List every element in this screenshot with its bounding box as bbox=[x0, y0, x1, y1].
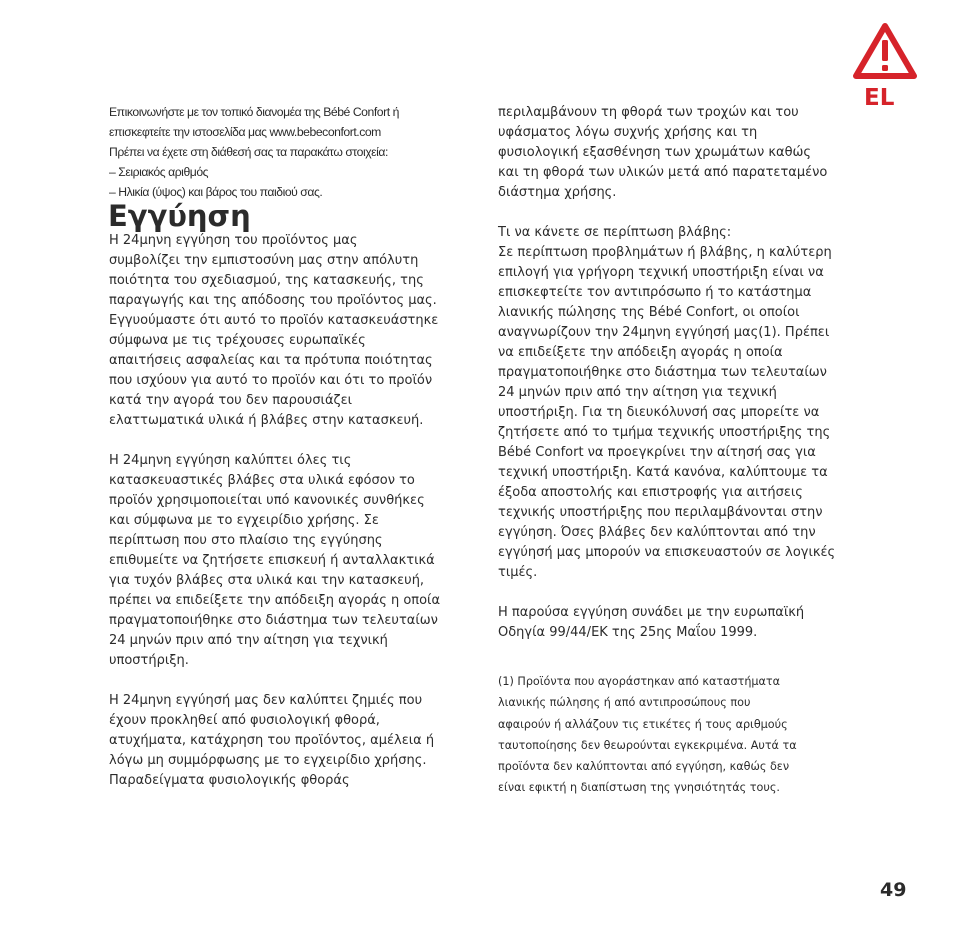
text-line: σύμφωνα με τις τρέχουσες ευρωπαϊκές bbox=[109, 333, 366, 348]
section-title: Εγγύηση bbox=[108, 199, 251, 233]
text-line: Bébé Confort να προεγκρίνει την αίτησή σας για bbox=[498, 445, 816, 460]
text-line: περιλαμβάνουν τη φθορά των τροχών και του bbox=[498, 105, 799, 120]
footnote-line: ταυτοποίησης δεν θεωρούνται εγκεκριμένα. Αυτά τα bbox=[498, 738, 797, 752]
text-line: πραγματοποιήθηκε στο διάστημα των τελευταίων bbox=[498, 365, 827, 380]
footnote-line: λιανικής πώλησης ή από αντιπροσώπους που bbox=[498, 696, 751, 710]
text-line: τεχνική υποστήριξη. Κατά κανόνα, καλύπτουμε τα bbox=[498, 465, 828, 480]
contact-info bbox=[109, 102, 469, 202]
text-line: 24 μηνών πριν από την αίτηση για τεχνική bbox=[109, 633, 388, 648]
text-line: Η παρούσα εγγύηση συνάδει με την ευρωπαϊκή bbox=[498, 605, 805, 620]
text-line: επισκεφτείτε τον αντιπρόσωπο ή το κατάστημα bbox=[498, 285, 812, 300]
text-line: λόγω μη συμμόρφωσης με το εγχειρίδιο χρήσης. bbox=[109, 753, 427, 768]
warning-triangle-icon bbox=[852, 22, 918, 82]
contact-line: – Ηλικία (ύψος) και βάρος του παιδιού σας. bbox=[109, 185, 323, 199]
text-line: τιμές. bbox=[498, 565, 538, 580]
text-line: προϊόν χρησιμοποιείται υπό κανονικές συνθήκες bbox=[109, 493, 425, 508]
text-line: κατά την αγορά του δεν παρουσιάζει bbox=[109, 393, 353, 408]
warranty-paragraph bbox=[498, 103, 858, 203]
warranty-paragraph bbox=[109, 691, 469, 791]
text-line: Εγγυούμαστε ότι αυτό το προϊόν κατασκευάστηκε bbox=[109, 313, 439, 328]
text-line: που ισχύουν για αυτό το προϊόν και ότι το προϊόν bbox=[109, 373, 433, 388]
text-line: αναγνωρίζουν την 24μηνη εγγύησή μας(1). Πρέπει bbox=[498, 325, 830, 340]
text-line: Η 24μηνη εγγύηση του προϊόντος μας bbox=[109, 233, 358, 248]
footnote-line: είναι εφικτή η διαπίστωση της γνησιότητάς τους. bbox=[498, 781, 780, 795]
text-line: ζητήσετε από το τμήμα τεχνικής υποστήριξης της bbox=[498, 425, 831, 440]
text-line: πρέπει να επιδείξετε την απόδειξη αγοράς η οποία bbox=[109, 593, 441, 608]
text-line: εγγύηση. Όσες βλάβες δεν καλύπτονται από την bbox=[498, 525, 816, 540]
text-line: απαιτήσεις ασφαλείας και τα πρότυπα ποιότητας bbox=[109, 353, 433, 368]
text-line: λιανικής πώλησης της Bébé Confort, οι οποίοι bbox=[498, 305, 800, 320]
text-line: υποστήριξη. bbox=[109, 653, 189, 668]
footnote-line: προϊόντα δεν καλύπτονται από εγγύηση, καθώς δεν bbox=[498, 760, 790, 774]
text-line: Η 24μηνη εγγύηση καλύπτει όλες τις bbox=[109, 453, 352, 468]
text-line: εγγύησή μας μπορούν να επισκευαστούν σε λογικές bbox=[498, 545, 836, 560]
text-line: ελαττωματικά υλικά ή βλάβες στην κατασκευή. bbox=[109, 413, 424, 428]
text-line: να επιδείξετε την απόδειξη αγοράς η οποία bbox=[498, 345, 783, 360]
paragraph-gap bbox=[498, 643, 858, 663]
text-line: κατασκευαστικές βλάβες στα υλικά εφόσον το bbox=[109, 473, 415, 488]
text-line: και τη φθορά των υλικών μετά από παρατεταμένο bbox=[498, 165, 828, 180]
text-line: ποιότητα του σχεδιασμού, της κατασκευής, της bbox=[109, 273, 424, 288]
text-line: πραγματοποιήθηκε στο διάστημα των τελευταίων bbox=[109, 613, 438, 628]
warranty-left-column bbox=[109, 231, 469, 791]
contact-line: επισκεφτείτε την ιστοσελίδα μας www.bebeconfort.com bbox=[109, 125, 381, 139]
text-line: περίπτωση που στο πλαίσιο της εγγύησης bbox=[109, 533, 383, 548]
text-line: φυσιολογική εξασθένηση των χρωμάτων καθώς bbox=[498, 145, 812, 160]
contact-line: Επικοινωνήστε με τον τοπικό διανομέα της Bébé Confort ή bbox=[109, 105, 399, 119]
warranty-right-column bbox=[498, 103, 858, 799]
language-label: EL bbox=[864, 85, 895, 111]
text-line: Η 24μηνη εγγύησή μας δεν καλύπτει ζημιές που bbox=[109, 693, 423, 708]
text-line: επιλογή για γρήγορη τεχνική υποστήριξη είναι να bbox=[498, 265, 824, 280]
footnote-line: (1) Προϊόντα που αγοράστηκαν από καταστήματα bbox=[498, 675, 781, 688]
footnote-line: αφαιρούν ή αλλάζουν τις ετικέτες ή τους αριθμούς bbox=[498, 717, 788, 731]
text-line: συμβολίζει την εμπιστοσύνη μας στην απόλυτη bbox=[109, 253, 419, 268]
text-line: Σε περίπτωση προβλημάτων ή βλάβης, η καλύτερη bbox=[498, 245, 832, 260]
paragraph-gap bbox=[498, 203, 858, 223]
contact-line: – Σειριακός αριθμός bbox=[109, 165, 209, 179]
text-line: Παραδείγματα φυσιολογικής φθοράς bbox=[109, 773, 350, 788]
text-line: ατυχήματα, κατάχρηση του προϊόντος, αμέλεια ή bbox=[109, 733, 435, 748]
warranty-paragraph bbox=[498, 603, 858, 643]
text-line: και σύμφωνα με το εγχειρίδιο χρήσης. Σε bbox=[109, 513, 379, 528]
text-line: 24 μηνών πριν από την αίτηση για τεχνική bbox=[498, 385, 777, 400]
text-line: τεχνικής υποστήριξης που περιλαμβάνονται στην bbox=[498, 505, 823, 520]
text-line: διάστημα χρήσης. bbox=[498, 185, 617, 200]
text-line: Τι να κάνετε σε περίπτωση βλάβης: bbox=[498, 225, 732, 240]
text-line: έχουν προκληθεί από φυσιολογική φθορά, bbox=[109, 713, 380, 728]
paragraph-gap bbox=[498, 583, 858, 603]
text-line: υποστήριξη. Για τη διευκόλυνσή σας μπορείτε να bbox=[498, 405, 820, 420]
warranty-paragraph bbox=[498, 223, 858, 583]
warranty-paragraph bbox=[109, 451, 469, 671]
paragraph-gap bbox=[109, 431, 469, 451]
footnote bbox=[498, 671, 858, 799]
warranty-paragraph bbox=[109, 231, 469, 431]
paragraph-gap bbox=[109, 671, 469, 691]
text-line: παραγωγής και της απόδοσης του προϊόντος μας. bbox=[109, 293, 437, 308]
text-line: έξοδα αποστολής και επιστροφής για αιτήσεις bbox=[498, 485, 803, 500]
text-line: υφάσματος λόγω συχνής χρήσης και τη bbox=[498, 125, 758, 140]
text-line: Οδηγία 99/44/ΕΚ της 25ης Μαΐου 1999. bbox=[498, 625, 758, 640]
text-line: επιθυμείτε να ζητήσετε επισκευή ή ανταλλακτικά bbox=[109, 553, 435, 568]
text-line: για τυχόν βλάβες στα υλικά και την κατασκευή, bbox=[109, 573, 425, 588]
page-number: 49 bbox=[880, 879, 907, 901]
contact-line: Πρέπει να έχετε στη διάθεσή σας τα παρακάτω στοιχεία: bbox=[109, 145, 388, 159]
